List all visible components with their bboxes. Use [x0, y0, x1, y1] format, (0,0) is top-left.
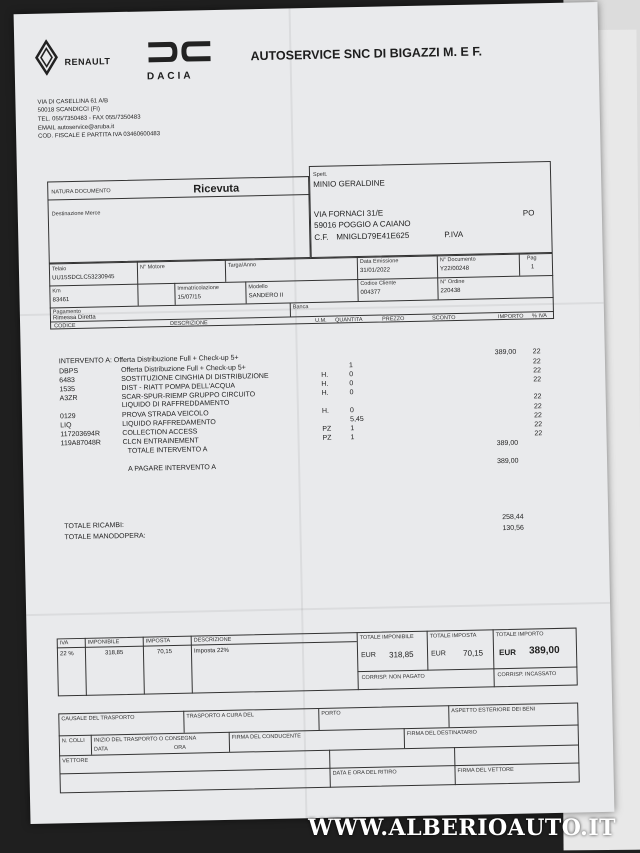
- banca-label: Banca: [292, 304, 309, 311]
- row-iva: 22: [533, 403, 542, 411]
- vehicle-grid: [49, 253, 554, 330]
- dacia-brand: DACIA: [146, 70, 194, 83]
- motore-label: N° Motore: [139, 264, 165, 271]
- row-description: LIQUIDO RAFFREDAMENTO: [122, 419, 216, 429]
- row-iva: 22: [532, 348, 541, 356]
- customer-name: MINIO GERALDINE: [313, 178, 385, 189]
- totale-ricambi-value: 258,44: [502, 513, 524, 522]
- col-sconto: SCONTO: [431, 315, 456, 322]
- row-quantity: 0: [349, 380, 354, 388]
- row-iva: 22: [534, 430, 543, 438]
- ora-label: ORA: [173, 744, 186, 752]
- paper-fold: [289, 8, 308, 818]
- row-amount: 389,00: [496, 439, 519, 448]
- imposta-label: IMPOSTA: [145, 638, 171, 645]
- row-code: 1535: [59, 386, 76, 394]
- dest-label: Destinazione Merce: [51, 210, 101, 218]
- totale-manodopera-label: TOTALE MANODOPERA:: [64, 532, 146, 542]
- row-description: A PAGARE INTERVENTO A: [128, 464, 217, 473]
- descrizione-value: Imposta 22%: [193, 647, 230, 655]
- col-um: U.M.: [315, 317, 327, 324]
- col-prezzo: PREZZO: [381, 316, 405, 323]
- doc-type-label: NATURA DOCUMENTO: [51, 188, 111, 196]
- row-iva: 22: [534, 412, 542, 420]
- targa-label: Targa/Anno: [227, 262, 257, 269]
- pag-label: Pag: [526, 255, 537, 262]
- totale-importo-value: 389,00: [528, 644, 560, 657]
- totale-imponibile-label: TOTALE IMPONIBILE: [359, 633, 414, 642]
- totale-imponibile-currency: EUR: [361, 651, 376, 660]
- corrisp-incassato: CORRISP. INCASSATO: [497, 670, 557, 679]
- aspetto-beni: ASPETTO ESTERIORE DEI BENI: [451, 706, 536, 715]
- cod-cliente-value: 004377: [360, 289, 381, 296]
- row-description: Offerta Distribuzione Full + Check-up 5+: [120, 364, 246, 375]
- row-um: H.: [321, 380, 329, 388]
- col-descrizione: DESCRIZIONE: [170, 320, 208, 327]
- col-codice: CODICE: [54, 322, 76, 330]
- totale-manodopera-value: 130,56: [502, 524, 524, 533]
- row-amount: 389,00: [496, 457, 519, 466]
- ordine-value: 220438: [440, 287, 461, 295]
- row-description: DIST - RIATT POMPA DELL'ACQUA: [121, 382, 236, 393]
- firma-conducente: FIRMA DEL CONDUCENTE: [231, 733, 302, 741]
- totale-imposta-currency: EUR: [431, 650, 446, 658]
- row-description: COLLECTION ACCESS: [122, 428, 198, 438]
- piva-label: P.IVA: [444, 229, 464, 240]
- ndoc-label: N° Documento: [439, 256, 476, 264]
- row-amount: 389,00: [494, 348, 517, 357]
- data-label: DATA: [93, 746, 108, 753]
- cf-value: MNIGLD79E41E625: [336, 230, 410, 242]
- tax-code: COD. FISCALE E PARTITA IVA 03460600483: [38, 131, 161, 140]
- telaio-value: UU15SDCLC53230945: [52, 274, 115, 282]
- row-code: 119A87048R: [60, 439, 102, 448]
- row-description: SCAR-SPUR-RIEMP GRUPPO CIRCUITO: [121, 391, 256, 402]
- totale-imposta-value: 70,15: [462, 648, 484, 658]
- row-code: DBPS: [59, 367, 79, 376]
- phone-fax: TEL. 055/7350483 - FAX 055/7350483: [37, 114, 141, 123]
- descrizione-label: DESCRIZIONE: [193, 636, 232, 644]
- causale-trasporto: CAUSALE DEL TRASPORTO: [61, 714, 135, 723]
- telaio-label: Telaio: [51, 266, 67, 273]
- inizio-trasporto: INIZIO DEL TRASPORTO O CONSEGNA: [93, 735, 197, 744]
- cf-label: C.F.: [314, 232, 329, 242]
- site-watermark: WWW.ALBERIOAUTO.IT: [308, 815, 616, 841]
- data-emissione-value: 31/01/2022: [359, 267, 391, 275]
- row-description: SOSTITUZIONE CINGHIA DI DISTRIBUZIONE: [121, 372, 269, 384]
- row-iva: 22: [533, 376, 542, 384]
- row-code: 6483: [59, 377, 75, 385]
- address-line-1: VIA DI CASELLINA 61 A/B: [37, 98, 109, 106]
- col-iva: % IVA: [531, 313, 547, 320]
- modello-value: SANDERO II: [248, 292, 284, 300]
- email: EMAIL autoservice@aruba.it: [37, 124, 115, 132]
- n-colli: N. COLLI: [61, 737, 85, 745]
- company-name: AUTOSERVICE SNC DI BIGAZZI M. E F.: [250, 44, 483, 64]
- row-description: LIQUIDO DI RAFFREDDAMENTO: [121, 399, 230, 410]
- cod-cliente-label: Codice Cliente: [360, 280, 397, 288]
- iva-label: IVA: [59, 640, 69, 647]
- imposta-value: 70,15: [156, 649, 173, 656]
- row-quantity: 0: [349, 371, 354, 379]
- row-um: H.: [321, 407, 330, 415]
- customer-street: VIA FORNACI 31/E: [313, 208, 384, 219]
- row-code: 117203694R: [60, 430, 101, 439]
- row-quantity: 1: [348, 362, 353, 370]
- row-iva: 22: [534, 421, 543, 429]
- row-description: INTERVENTO A: Offerta Distribuzione Full + Check-up 5+: [58, 354, 239, 366]
- row-um: PZ: [322, 434, 332, 442]
- row-um: PZ: [322, 425, 332, 433]
- modello-label: Modello: [248, 283, 268, 291]
- row-code: LIQ: [60, 422, 72, 430]
- doc-type-value: Ricevuta: [193, 182, 240, 196]
- customer-province: PO: [522, 208, 535, 218]
- row-description: CLCN ENTRAINEMENT: [122, 437, 199, 447]
- totale-importo-currency: EUR: [498, 647, 517, 658]
- row-quantity: 1: [350, 434, 355, 442]
- row-quantity: 1: [350, 425, 355, 433]
- km-label: Km: [52, 288, 61, 295]
- row-description: TOTALE INTERVENTO A: [127, 446, 208, 455]
- col-quantita: QUANTITA: [335, 316, 363, 324]
- firma-destinatario: FIRMA DEL DESTINATARIO: [406, 729, 477, 738]
- row-iva: 22: [533, 367, 542, 375]
- vettore-label: VETTORE: [62, 757, 89, 765]
- immatricolazione-value: 15/07/15: [177, 294, 201, 301]
- paper-fold: [26, 602, 610, 616]
- trasporto-a-cura: TRASPORTO A CURA DEL: [186, 712, 255, 720]
- row-um: H.: [321, 389, 329, 397]
- imponibile-label: IMPONIBILE: [87, 639, 120, 646]
- totale-ricambi-label: TOTALE RICAMBI:: [64, 522, 125, 531]
- totale-imponibile-value: 318,85: [388, 649, 414, 660]
- firma-vettore: FIRMA DEL VETTORE: [457, 766, 514, 775]
- data-emissione-label: Data Emissione: [359, 258, 399, 266]
- address-line-2: 50018 SCANDICCI (FI): [37, 106, 101, 114]
- corrisp-non-pagato: CORRISP. NON PAGATO: [361, 673, 425, 682]
- dacia-logo-icon: [144, 38, 215, 65]
- imponibile-value: 318,85: [104, 650, 124, 657]
- row-quantity: 5,45: [350, 415, 364, 424]
- totale-importo-label: TOTALE IMPORTO: [495, 631, 544, 639]
- spett-label: Spett.: [312, 171, 328, 178]
- receipt-paper: [14, 2, 615, 824]
- pagamento-label: Pagamento: [52, 308, 82, 316]
- ordine-label: N° Ordine: [440, 278, 465, 286]
- porto-label: PORTO: [321, 710, 341, 717]
- row-description: PROVA STRADA VEICOLO: [121, 410, 209, 420]
- row-quantity: 0: [349, 389, 354, 397]
- data-ora-ritiro: DATA E ORA DEL RITIRO: [332, 769, 397, 777]
- row-iva: 22: [532, 358, 541, 366]
- row-code: 0129: [59, 412, 76, 421]
- iva-value: 22 %: [59, 651, 74, 658]
- row-um: H.: [321, 371, 329, 379]
- renault-brand: RENAULT: [64, 56, 111, 68]
- immatricolazione-label: Immatricolazione: [177, 284, 220, 292]
- row-iva: 22: [533, 393, 542, 401]
- renault-logo-icon: [34, 39, 59, 75]
- col-importo: IMPORTO: [497, 313, 524, 321]
- row-code: A3ZR: [59, 394, 78, 403]
- pagamento-value: Rimessa Diretta: [52, 314, 96, 322]
- customer-city: 59016 POGGIO A CAIANO: [313, 218, 411, 230]
- ndoc-value: Y22/00248: [439, 265, 470, 273]
- totale-imposta-label: TOTALE IMPOSTA: [429, 632, 477, 640]
- row-quantity: 0: [349, 407, 354, 415]
- pag-value: 1: [530, 264, 535, 271]
- km-value: 83461: [52, 297, 70, 304]
